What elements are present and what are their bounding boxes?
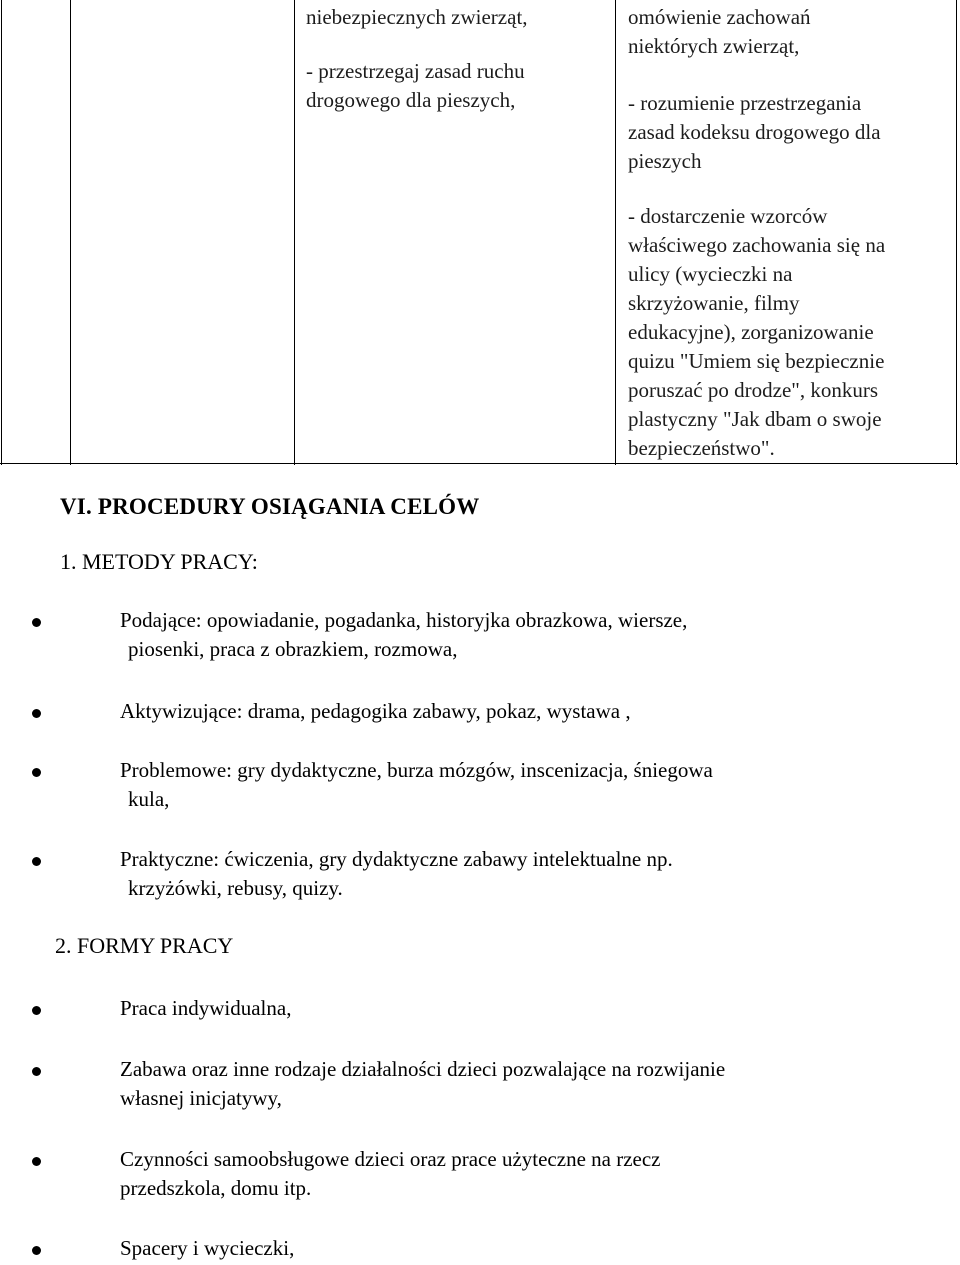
table-column-divider — [294, 0, 295, 465]
list-item-line: krzyżówki, rebusy, quizy. — [128, 876, 343, 900]
list-item-line: Zabawa oraz inne rodzaje działalności dzieci pozwalające na rozwijanie — [120, 1057, 726, 1081]
bullet-icon — [32, 709, 41, 718]
list-item-text — [120, 697, 631, 726]
table-text-line: bezpieczeństwo". — [628, 436, 775, 460]
list-item-text — [120, 606, 687, 664]
table-column-divider — [615, 0, 616, 465]
list-item-line: Spacery i wycieczki, — [120, 1236, 295, 1260]
list-item-line: Problemowe: gry dydaktyczne, burza mózgów, inscenizacja, śniegowa — [120, 758, 713, 782]
bullet-icon — [32, 1157, 41, 1166]
bullet-icon — [32, 1067, 41, 1076]
list-item-text — [120, 994, 291, 1023]
table-cell-actions — [628, 3, 885, 463]
list-item-line: kula, — [128, 787, 170, 811]
list-item-text — [120, 1145, 660, 1203]
bullet-icon — [32, 1246, 41, 1255]
section-title: VI. PROCEDURY OSIĄGANIA CELÓW — [60, 494, 480, 519]
table-text-line: - rozumienie przestrzegania — [628, 91, 862, 115]
table-border-bottom — [0, 463, 958, 464]
curriculum-table — [0, 0, 958, 465]
table-text-line: - dostarczenie wzorców — [628, 204, 828, 228]
list-item-line: własnej inicjatywy, — [120, 1086, 282, 1110]
table-text-line: poruszać po drodze", konkurs — [628, 378, 879, 402]
list-item-text — [120, 756, 713, 814]
table-text-line: skrzyżowanie, filmy — [628, 291, 800, 315]
table-text-line: pieszych — [628, 149, 702, 173]
list-item-text — [120, 1055, 725, 1113]
bullet-icon — [32, 857, 41, 866]
table-text-line: edukacyjne), zorganizowanie — [628, 320, 874, 344]
bullet-icon — [32, 618, 41, 627]
list-item-line: Praca indywidualna, — [120, 996, 292, 1020]
table-text-line: drogowego dla pieszych, — [306, 88, 516, 112]
table-text-line: niektórych zwierząt, — [628, 34, 800, 58]
table-text-line: właściwego zachowania się na — [628, 233, 886, 257]
table-text-line: quizu "Umiem się bezpiecznie — [628, 349, 885, 373]
table-text-line: zasad kodeksu drogowego dla — [628, 120, 881, 144]
bullet-icon — [32, 768, 41, 777]
list-item-line: przedszkola, domu itp. — [120, 1176, 312, 1200]
list-item-line: Praktyczne: ćwiczenia, gry dydaktyczne zabawy intelektualne np. — [120, 847, 673, 871]
table-text-line: - przestrzegaj zasad ruchu — [306, 59, 525, 83]
list-item-line: Czynności samoobsługowe dzieci oraz prace użyteczne na rzecz — [120, 1147, 661, 1171]
table-column-divider — [70, 0, 71, 465]
bullet-icon — [32, 1006, 41, 1015]
table-border-right — [956, 0, 957, 465]
table-text-line: ulicy (wycieczki na — [628, 262, 793, 286]
table-text-line: plastyczny "Jak dbam o swoje — [628, 407, 882, 431]
list-item-line: piosenki, praca z obrazkiem, rozmowa, — [128, 637, 458, 661]
list-item-line: Podające: opowiadanie, pogadanka, historyjka obrazkowa, wiersze, — [120, 608, 688, 632]
list-item-line: Aktywizujące: drama, pedagogika zabawy, pokaz, wystawa , — [120, 699, 631, 723]
methods-heading: 1. METODY PRACY: — [60, 549, 258, 574]
list-item-text — [120, 1234, 294, 1263]
table-cell-goals — [306, 3, 528, 115]
forms-heading: 2. FORMY PRACY — [55, 933, 234, 958]
table-border-left — [1, 0, 2, 465]
table-text-line: niebezpiecznych zwierząt, — [306, 5, 528, 29]
table-text-line: omówienie zachowań — [628, 5, 811, 29]
list-item-text — [120, 845, 673, 903]
